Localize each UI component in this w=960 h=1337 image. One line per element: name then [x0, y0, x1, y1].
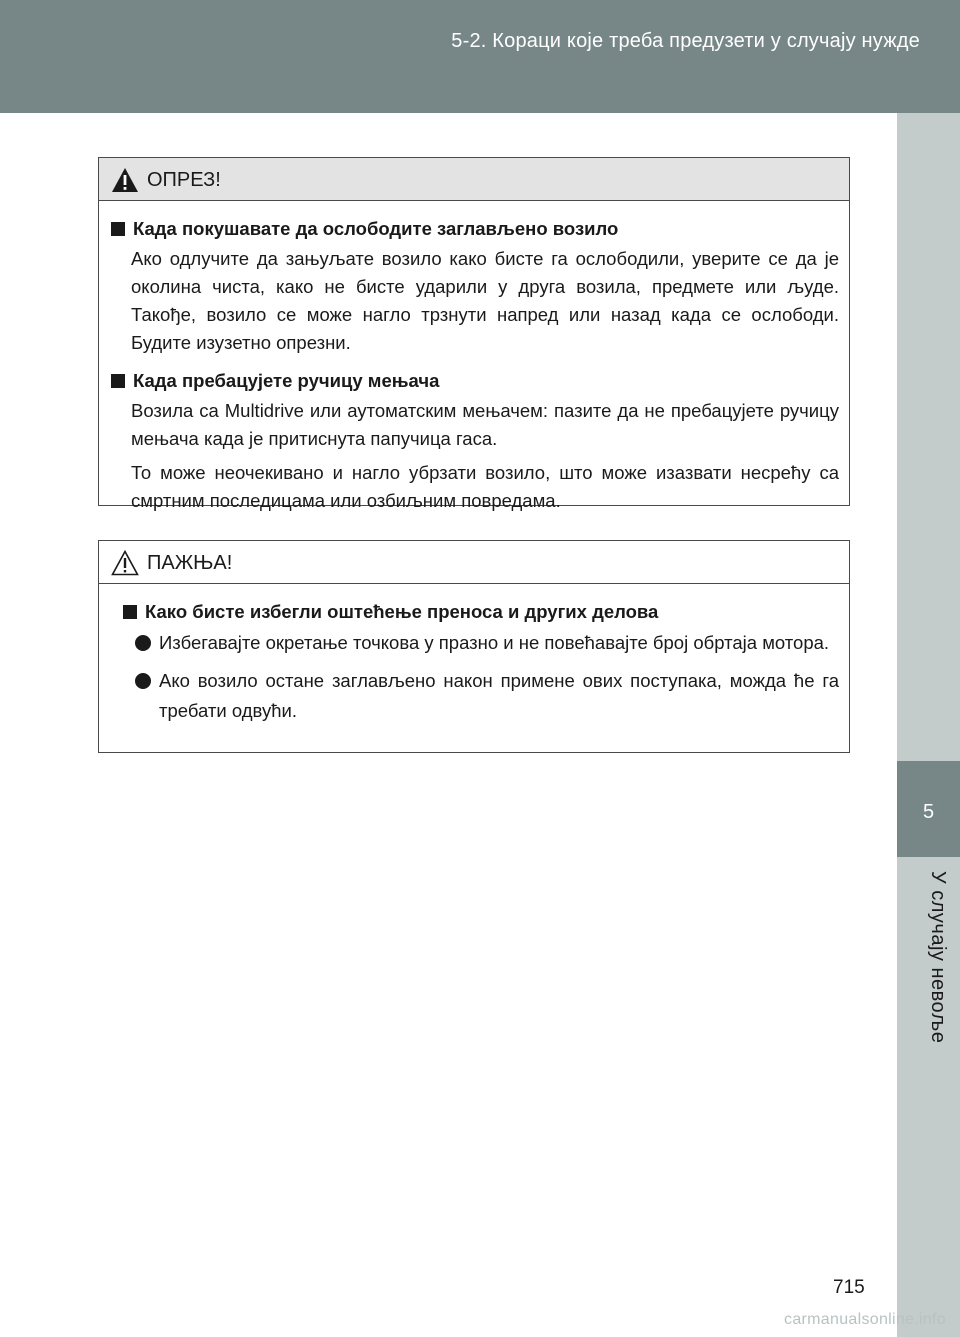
chapter-tab[interactable]	[897, 761, 960, 857]
caution-box	[98, 157, 850, 511]
caution-box-header	[99, 158, 849, 201]
notice-title: ПАЖЊА!	[147, 552, 233, 574]
round-bullet-icon	[135, 673, 151, 689]
square-bullet-icon	[111, 222, 125, 236]
caution-paragraph: Возила са Multidrive или аутоматским мењачем: пазите да не пребацујете ручицу мењача када је притиснута папучица гаса.	[131, 400, 839, 449]
caution-title: ОПРЕЗ!	[147, 169, 221, 191]
watermark: carmanualsonline.info	[784, 1311, 946, 1328]
caution-paragraph: Ако одлучите да зањуљате возило како бисте га ослободили, уверите се да је околина чиста, како не бисте ударили у друга возила, предмете или људе. Такође, возило се може нагло трзнути напред или назад када се ослободи. Будите изузетно опрезни.	[131, 248, 839, 353]
notice-body	[99, 584, 849, 746]
header-bar	[0, 0, 960, 113]
caution-section-heading: Када покушавате да ослободите заглављено возило	[111, 215, 839, 243]
section-title: 5-2. Кораци које треба предузети у случају нужде	[451, 30, 920, 52]
page-number: 715	[833, 1277, 865, 1298]
notice-box-header	[99, 541, 849, 584]
caution-section-heading: Када пребацујете ручицу мењача	[111, 367, 839, 395]
notice-bullet-item: Избегавајте окретање точкова у празно и не повећавајте број обртаја мотора.	[135, 628, 839, 658]
side-strip-lower	[897, 857, 960, 1337]
warning-triangle-icon	[111, 167, 139, 193]
square-bullet-icon	[111, 374, 125, 388]
caution-body	[99, 201, 849, 533]
notice-section-heading: Како бисте избегли оштећење преноса и других делова	[123, 598, 839, 626]
notice-box	[98, 540, 850, 753]
warning-triangle-outline-icon	[111, 550, 139, 576]
round-bullet-icon	[135, 635, 151, 651]
caution-paragraph: То може неочекивано и нагло убрзати возило, што може изазвати несрећу са смртним последицама или озбиљним повредама.	[131, 462, 839, 511]
square-bullet-icon	[123, 605, 137, 619]
chapter-number: 5	[922, 801, 935, 823]
side-strip-upper	[897, 113, 960, 761]
notice-bullet-item: Ако возило остане заглављено након примене ових поступака, можда ће га требати одвући.	[135, 666, 839, 726]
chapter-label: У случају невоље	[927, 871, 949, 1044]
